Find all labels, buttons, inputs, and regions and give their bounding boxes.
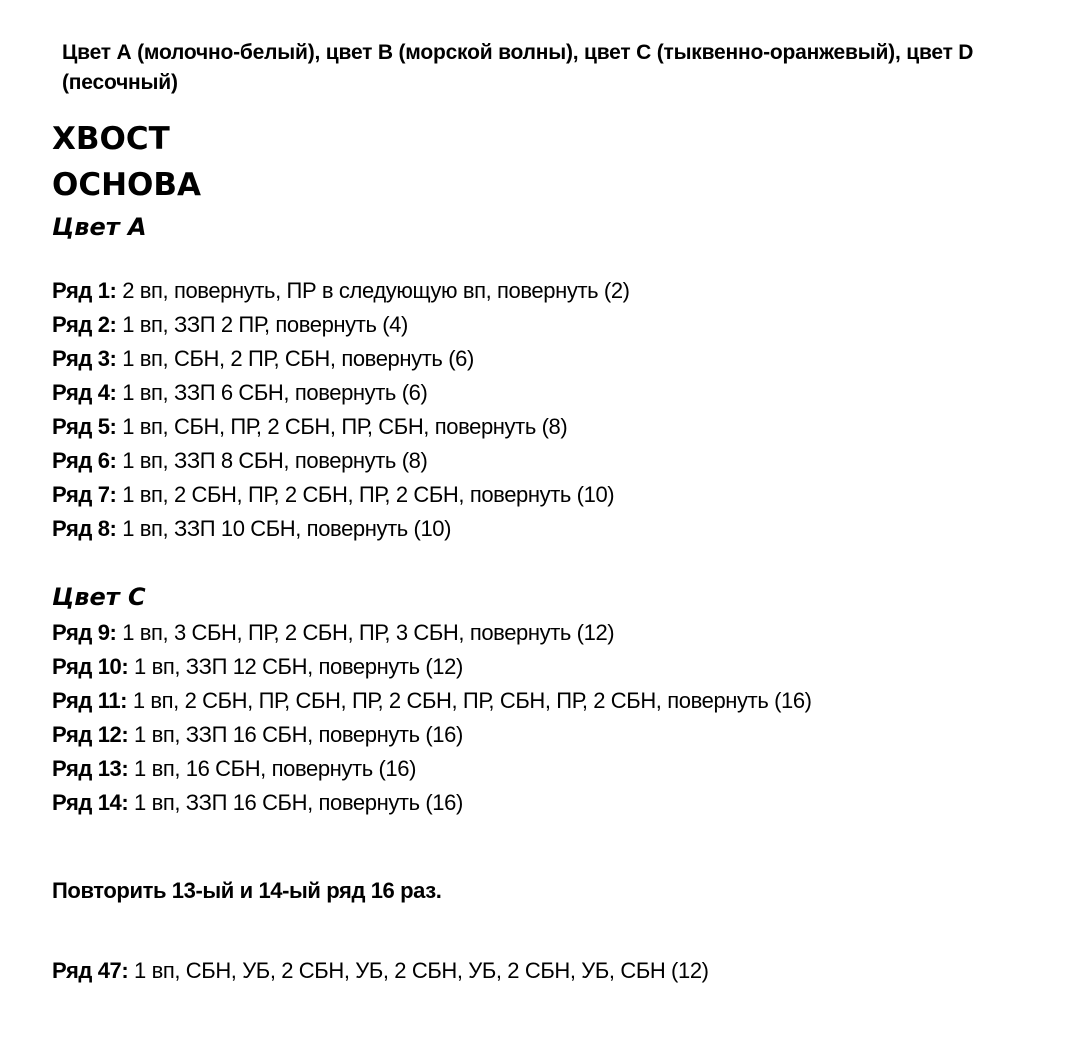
section-color-c	[52, 582, 1040, 820]
row-instructions: 1 вп, СБН, ПР, 2 СБН, ПР, СБН, повернуть (8)	[122, 414, 568, 439]
pattern-row	[52, 512, 1037, 546]
row-instructions: 1 вп, 3 СБН, ПР, 2 СБН, ПР, 3 СБН, повернуть (12)	[122, 620, 615, 645]
repeat-instruction-note: Повторить 13-ый и 14-ый ряд 16 раз.	[52, 878, 442, 903]
pattern-row	[52, 616, 1037, 650]
row-number-label: Ряд 12:	[52, 722, 129, 747]
pattern-row	[52, 274, 1037, 308]
row-instructions: 1 вп, СБН, 2 ПР, СБН, повернуть (6)	[122, 346, 474, 371]
row-number-label: Ряд 11:	[52, 688, 128, 713]
pattern-row	[52, 650, 1037, 684]
pattern-row	[52, 478, 1037, 512]
pattern-row	[52, 444, 1037, 478]
row-number-label: Ряд 7:	[52, 482, 117, 507]
section-title-base: ОСНОВА	[52, 167, 202, 203]
row-number-label: Ряд 3:	[52, 346, 117, 371]
row-number-label: Ряд 47:	[52, 958, 129, 983]
row-instructions: 1 вп, ЗЗП 16 СБН, повернуть (16)	[134, 722, 463, 747]
color-c-label: Цвет С	[52, 583, 146, 611]
row-instructions: 1 вп, 2 СБН, ПР, СБН, ПР, 2 СБН, ПР, СБН, ПР, 2 СБН, повернуть (16)	[132, 688, 812, 713]
row-number-label: Ряд 5:	[52, 414, 117, 439]
row-instructions: 1 вп, ЗЗП 16 СБН, повернуть (16)	[134, 790, 463, 815]
row-instructions: 1 вп, ЗЗП 8 СБН, повернуть (8)	[122, 448, 428, 473]
pattern-row	[52, 342, 1037, 376]
page-title: ХВОСТ	[52, 121, 170, 157]
pattern-row	[52, 410, 1037, 444]
row-number-label: Ряд 4:	[52, 380, 117, 405]
row-number-label: Ряд 9:	[52, 620, 117, 645]
row-number-label: Ряд 8:	[52, 516, 117, 541]
row-instructions: 1 вп, 16 СБН, повернуть (16)	[134, 756, 416, 781]
row-instructions: 1 вп, ЗЗП 6 СБН, повернуть (6)	[122, 380, 428, 405]
row-number-label: Ряд 10:	[52, 654, 129, 679]
row-number-label: Ряд 2:	[52, 312, 117, 337]
row-instructions: 1 вп, ЗЗП 2 ПР, повернуть (4)	[122, 312, 408, 337]
row-number-label: Ряд 6:	[52, 448, 117, 473]
pattern-row	[52, 718, 1037, 752]
color-a-label: Цвет А	[52, 213, 147, 241]
rows-color-c	[52, 616, 1037, 820]
row-instructions: 1 вп, СБН, УБ, 2 СБН, УБ, 2 СБН, УБ, 2 СБН, УБ, СБН (12)	[134, 958, 709, 983]
rows-color-a	[52, 274, 1037, 546]
pattern-row	[52, 752, 1037, 786]
pattern-row-final	[52, 954, 1037, 988]
pattern-row	[52, 786, 1037, 820]
pattern-row	[52, 376, 1037, 410]
row-instructions: 2 вп, повернуть, ПР в следующую вп, повернуть (2)	[122, 278, 630, 303]
row-number-label: Ряд 14:	[52, 790, 129, 815]
color-key-note: Цвет А (молочно-белый), цвет В (морской волны), цвет С (тыквенно-оранжевый), цвет D (песочный)	[62, 41, 974, 94]
row-instructions: 1 вп, ЗЗП 10 СБН, повернуть (10)	[122, 516, 452, 541]
row-number-label: Ряд 13:	[52, 756, 129, 781]
row-instructions: 1 вп, 2 СБН, ПР, 2 СБН, ПР, 2 СБН, повернуть (10)	[122, 482, 615, 507]
pattern-row	[52, 308, 1037, 342]
pattern-row	[52, 684, 1037, 718]
row-number-label: Ряд 1:	[52, 278, 117, 303]
section-color-a	[52, 212, 1040, 546]
row-instructions: 1 вп, ЗЗП 12 СБН, повернуть (12)	[134, 654, 463, 679]
